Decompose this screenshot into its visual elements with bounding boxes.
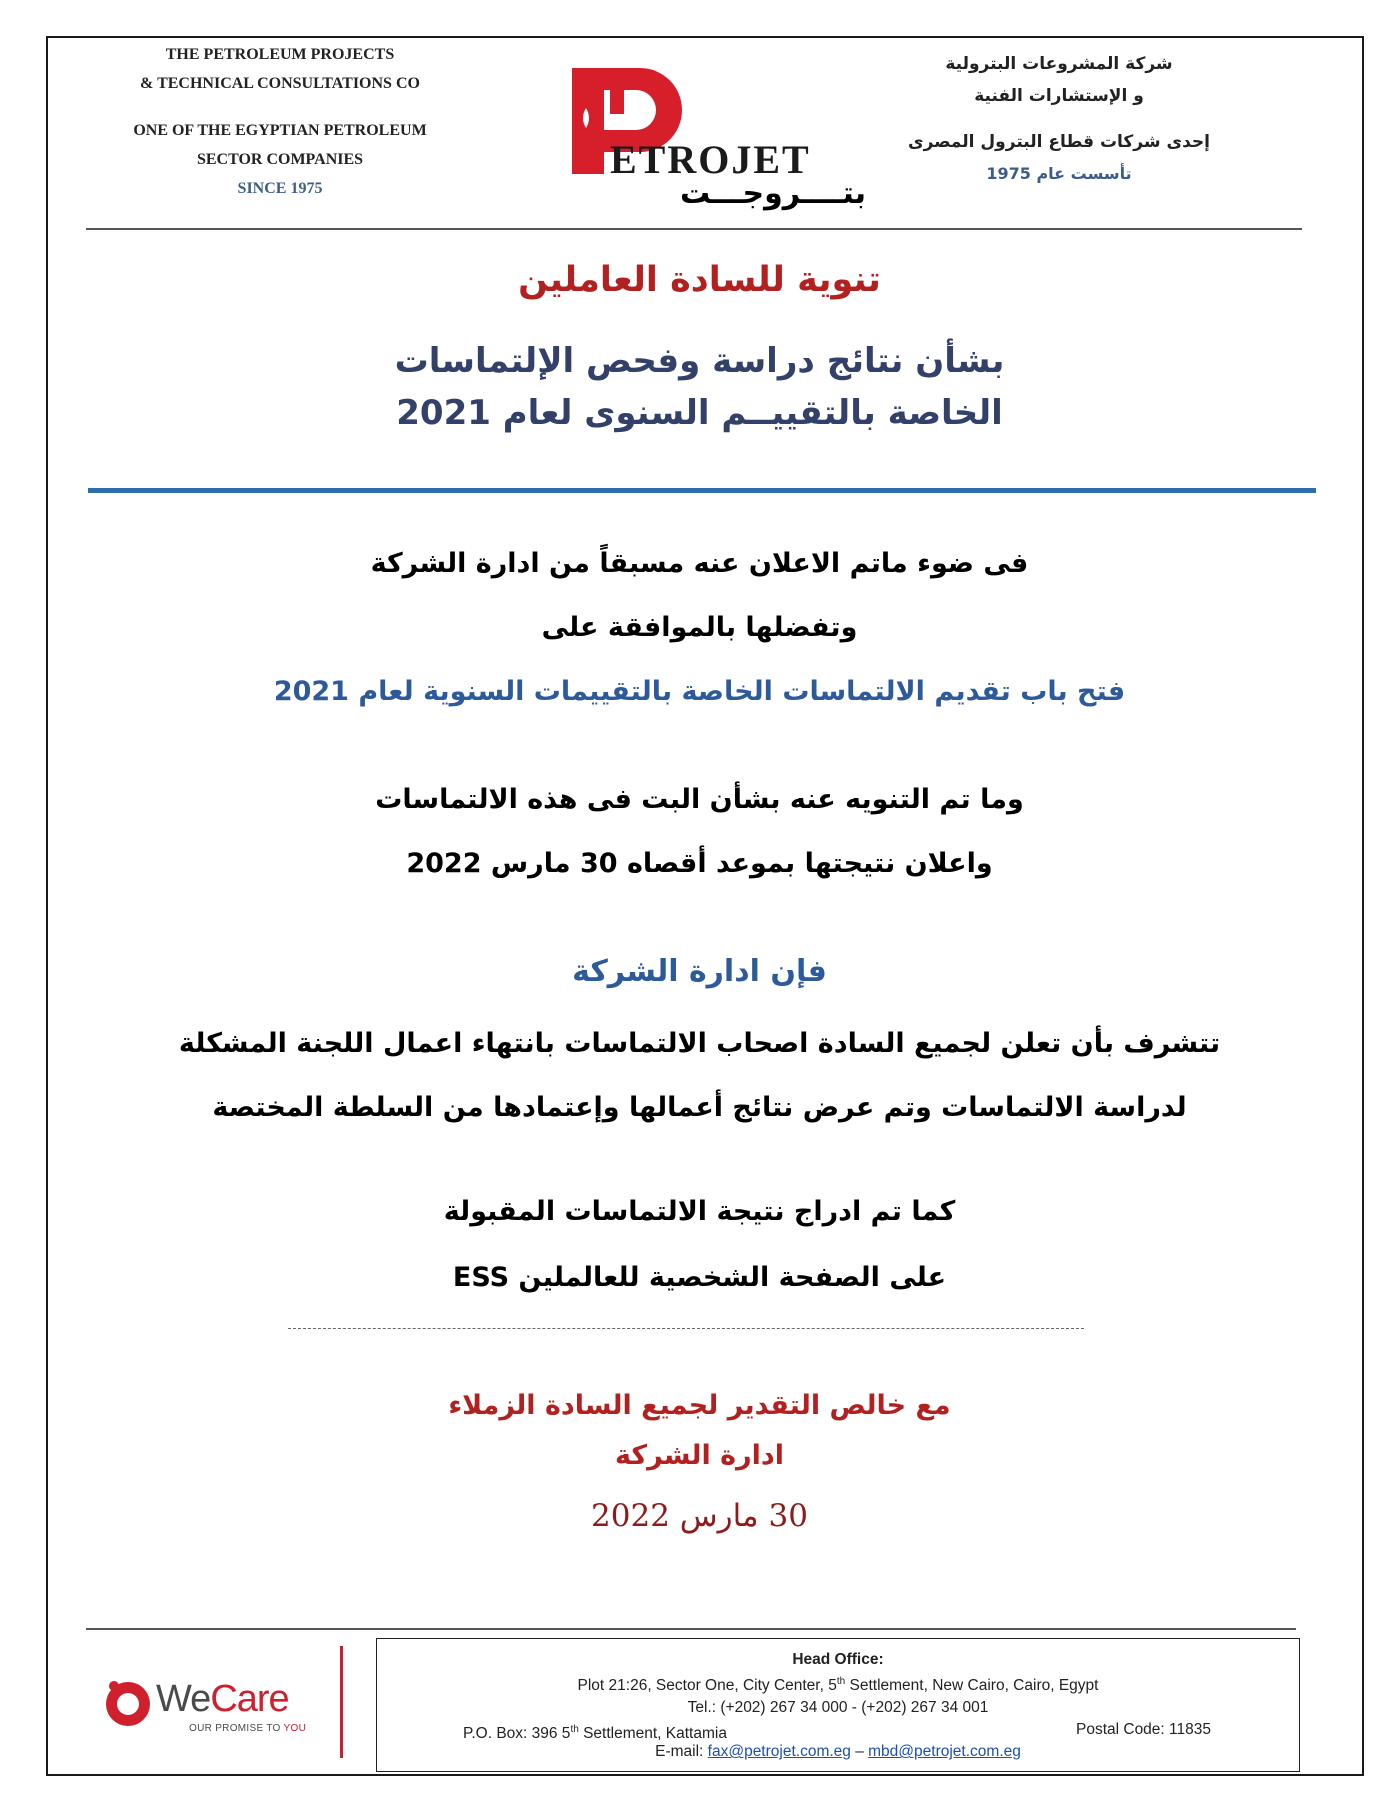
head-office-box: [376, 1638, 1300, 1772]
english-company-header: [70, 40, 490, 203]
address-part-a: Plot 21:26, Sector One, City Center, 5: [577, 1677, 837, 1695]
body-line-10: على الصفحة الشخصية للعالملين ESS: [452, 1262, 947, 1293]
pobox-part-b: Settlement, Kattamia: [578, 1725, 727, 1743]
notice-subtitle: [0, 335, 1399, 439]
en-header-line: ONE OF THE EGYPTIAN PETROLEUM: [133, 122, 427, 139]
tagline-b: YOU: [283, 1723, 307, 1734]
office-tel: Tel.: (+202) 267 34 000 - (+202) 267 34 001: [687, 1699, 989, 1717]
body-line-2: وتفضلها بالموافقة على: [541, 612, 858, 643]
pobox-sup: th: [570, 1724, 579, 1736]
subtitle-line-1: بشأن نتائج دراسة وفحص الإلتماسات: [394, 341, 1005, 381]
logo-text-en: ETROJET: [610, 137, 811, 182]
wecare-we: We: [156, 1678, 211, 1720]
logo-text-ar: بتــــروجـــت: [680, 176, 866, 211]
head-office-label: Head Office:: [792, 1651, 884, 1668]
header-divider: [86, 228, 1302, 230]
body-line-7: تتشرف بأن تعلن لجميع السادة اصحاب الالتماسات بانتهاء اعمال اللجنة المشكلة: [178, 1028, 1221, 1059]
email-link-fax[interactable]: fax@petrojet.com.eg: [707, 1743, 851, 1761]
wecare-tagline: [189, 1723, 306, 1734]
ar-since-label: تأسست عام 1975: [986, 164, 1132, 183]
email-separator: –: [850, 1743, 869, 1761]
address-part-b: Settlement, New Cairo, Cairo, Egypt: [845, 1677, 1099, 1695]
closing-line-1: مع خالص التقدير لجميع السادة الزملاء: [448, 1390, 951, 1421]
email-link-mbd[interactable]: mbd@petrojet.com.eg: [868, 1743, 1021, 1761]
body-line-5: واعلان نتيجتها بموعد أقصاه 30 مارس 2022: [406, 848, 993, 879]
address-sup: th: [836, 1676, 846, 1687]
office-postal-code: Postal Code: 11835: [1075, 1721, 1211, 1739]
wecare-wordmark: [156, 1678, 289, 1721]
office-pobox-row: [377, 1719, 1299, 1741]
notice-title: تنوية للسادة العاملين: [518, 260, 881, 300]
ar-header-line: إحدى شركات قطاع البترول المصرى: [908, 132, 1210, 152]
office-pobox: [463, 1719, 727, 1745]
arabic-company-header: [879, 48, 1239, 190]
ar-header-line: شركة المشروعات البترولية: [945, 54, 1173, 74]
body-line-8: لدراسة الالتماسات وتم عرض نتائج أعمالها وإعتمادها من السلطة المختصة: [212, 1092, 1187, 1123]
title-divider: [88, 488, 1316, 493]
wecare-logo: [104, 1674, 324, 1744]
pobox-part-a: P.O. Box: 396 5: [463, 1725, 571, 1743]
footer-accent-bar: [340, 1646, 343, 1758]
wecare-heart-icon: [104, 1678, 156, 1730]
subtitle-line-2: الخاصة بالتقييــم السنوى لعام 2021: [396, 393, 1003, 433]
tagline-a: OUR PROMISE TO: [189, 1723, 284, 1734]
en-since-label: SINCE 1975: [237, 180, 323, 197]
wecare-care: Care: [210, 1678, 289, 1720]
closing-date: 30 مارس 2022: [591, 1498, 808, 1534]
body-line-1: فى ضوء ماتم الاعلان عنه مسبقاً من ادارة الشركة: [370, 548, 1029, 579]
body-line-3: فتح باب تقديم الالتماسات الخاصة بالتقييمات السنوية لعام 2021: [273, 676, 1126, 707]
ar-header-line: و الإستشارات الفنية: [974, 86, 1144, 106]
closing-line-2: ادارة الشركة: [615, 1440, 784, 1471]
dashed-separator: [288, 1328, 1084, 1329]
email-label: E-mail:: [655, 1743, 708, 1761]
en-header-line: SECTOR COMPANIES: [196, 151, 364, 168]
body-line-6: فإن ادارة الشركة: [572, 954, 827, 989]
office-address: [377, 1671, 1299, 1697]
footer-divider: [86, 1628, 1296, 1630]
en-header-line: THE PETROLEUM PROJECTS: [165, 46, 395, 63]
petrojet-logo: [560, 56, 866, 211]
body-line-4: وما تم التنويه عنه بشأن البت فى هذه الالتماسات: [375, 784, 1024, 815]
en-header-line: & TECHNICAL CONSULTATIONS CO: [140, 75, 420, 92]
body-line-9: كما تم ادراج نتيجة الالتماسات المقبولة: [443, 1196, 956, 1227]
